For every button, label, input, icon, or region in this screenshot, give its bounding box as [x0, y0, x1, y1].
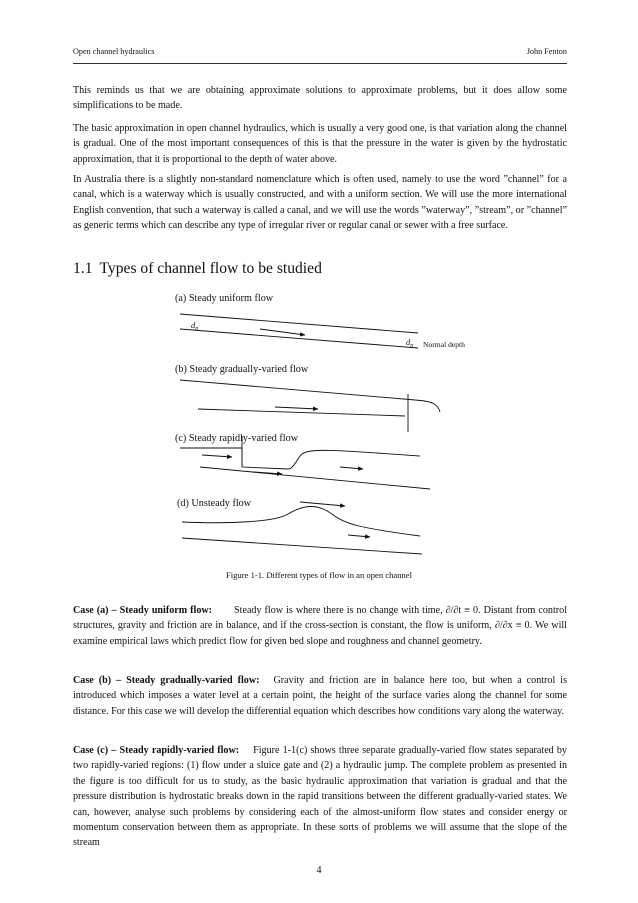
- section-number: 1.1: [73, 260, 93, 277]
- fig-dn-right: $d_n$: [406, 337, 414, 349]
- fig-b-arrow: [275, 407, 318, 409]
- fig-label-c: (c) Steady rapidly-varied flow: [175, 433, 299, 444]
- fig-dn-left: $d_n$: [191, 320, 199, 332]
- fig-c-arrow-1: [202, 455, 232, 457]
- fig-c-bed: [200, 467, 430, 489]
- page-number: 4: [316, 865, 322, 876]
- running-header: [73, 47, 567, 61]
- figure-caption: Figure 1-1. Different types of flow in an open channel: [226, 570, 412, 580]
- case-a-title: Case (a) – Steady uniform flow:: [73, 605, 213, 616]
- fig-d-bed: [182, 538, 422, 554]
- fig-d-arrow-2: [348, 535, 370, 537]
- case-c-title: Case (c) – Steady rapidly-varied flow:: [73, 745, 240, 756]
- case-b-title: Case (b) – Steady gradually-varied flow:: [73, 675, 260, 686]
- fig-b-bed: [198, 409, 405, 416]
- fig-a-arrow: [260, 329, 305, 335]
- paragraph-2: The basic approximation in open channel hydraulics, which is usually a very good one, is that variation along the channel is gradual. One of the most important consequences of this is that the pressure in the water is given by the hydrostatic approximation, that it is proportional to the depth of water above.: [73, 123, 567, 165]
- case-a-paragraph: [73, 603, 567, 649]
- case-b-paragraph: [73, 673, 567, 719]
- case-b-text: Gravity and friction are in balance here too, but when a control is introduced which imposes a water level at a certain point, the height of the surface varies along the channel for some distance. For this case we will develop the differential equation which describes how conditions vary along the waterway.: [73, 675, 568, 717]
- case-a-text-2: Distant from control structures, gravity and friction are in balance, and if the cross-section is constant, the flow is uniform, ∂/∂x ≡ 0. We will examine empirical laws which predict flow for given bed slope and roughness and channel geometry.: [73, 605, 567, 647]
- fig-label-d: (d) Unsteady flow: [177, 498, 252, 509]
- section-title: Types of channel flow to be studied: [99, 260, 322, 277]
- fig-d-surface: [182, 507, 420, 537]
- paragraph-3: In Australia there is a slightly non-standard nomenclature which is often used, namely to use the word ”channel” for a canal, which is a waterway which is usually constructed, and with a uniform section. We will use the more international English convention, that such a waterway is called a canal, and we will use the words ”waterway”, ”stream”, or ”channel” as generic terms which can describe any type of irregular river or regular canal or sewer with a free surface.: [73, 174, 567, 232]
- case-a-text-1: Steady flow is where there is no change with time, ∂/∂t ≡ 0.: [234, 605, 481, 616]
- fig-c-arrow-3: [340, 467, 363, 469]
- fig-d-arrow-1: [300, 502, 345, 506]
- case-c-paragraph: [73, 743, 567, 851]
- case-c-text: Figure 1-1(c) shows three separate gradually-varied flow states separated by two rapidly-varied regions: (1) flow under a sluice gate and (2) a hydraulic jump. The complete problem as presented in the figure is too difficult for us to study, as the basic hydraulic approximation that variation is gradual and that the pressure distribution is hydrostatic breaks down in the rapid transitions between the different gradually-varied states. We can, however, analyse such problems by considering each of the almost-uniform flow states and consider energy or momentum conservation between them as appropriate. In these sorts of problems we will assume that the slope of the stream: [73, 745, 567, 849]
- fig-normal-depth: Normal depth: [423, 340, 465, 349]
- fig-label-a: (a) Steady uniform flow: [175, 293, 274, 304]
- fig-c-surface: [180, 448, 420, 469]
- flow-types-figure: [160, 284, 490, 584]
- header-title: Open channel hydraulics: [73, 47, 155, 56]
- header-rule: [73, 63, 567, 64]
- fig-label-b: (b) Steady gradually-varied flow: [175, 364, 309, 375]
- paragraph-1: This reminds us that we are obtaining approximate solutions to approximate problems, but it does allow some simplifications to be made.: [73, 85, 567, 112]
- fig-a-surface: [180, 314, 418, 333]
- header-author: John Fenton: [526, 47, 567, 56]
- fig-b-surface: [180, 380, 440, 412]
- section-heading: [73, 260, 322, 278]
- fig-a-bed: [180, 329, 418, 348]
